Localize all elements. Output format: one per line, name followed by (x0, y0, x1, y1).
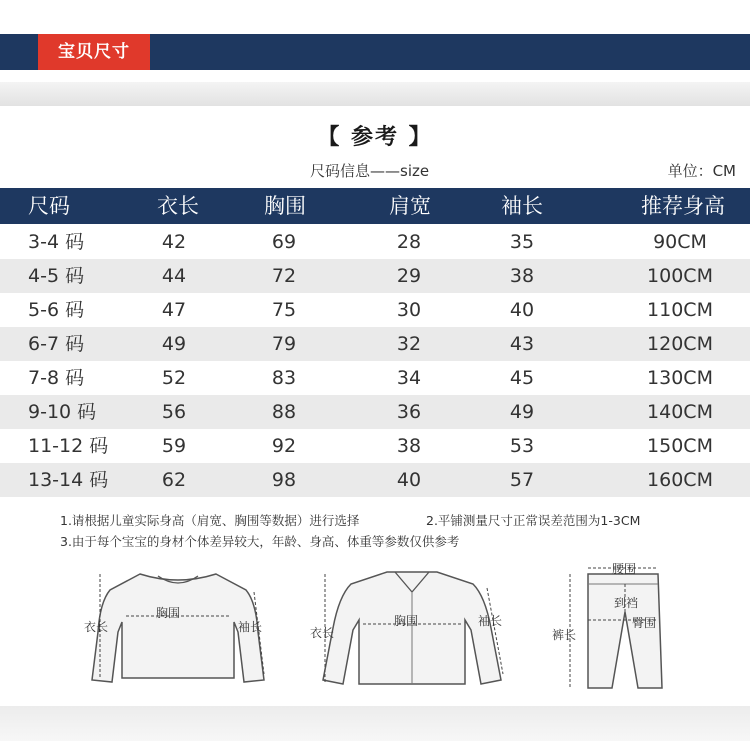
cell-size: 6-7 码 (28, 333, 85, 355)
unit-label: 单位：CM (667, 162, 736, 180)
note-2: 2.平铺测量尺寸正常误差范围为1-3CM (426, 513, 641, 528)
table-row (0, 259, 750, 293)
cell-chest: 83 (271, 367, 297, 389)
pants-hip-label: 臀围 (632, 616, 657, 630)
cell-sleeve: 38 (509, 265, 535, 287)
bottom-shadow (0, 706, 750, 741)
cell-size: 3-4 码 (28, 231, 85, 253)
shirt-sleeve-label: 袖长 (478, 614, 503, 628)
cell-sleeve: 49 (509, 401, 535, 423)
sweater-length-label: 衣长 (84, 620, 109, 634)
col-size: 尺码 (28, 194, 70, 218)
table-header (0, 188, 750, 224)
cell-shoulder: 32 (396, 333, 422, 355)
pants-waist-label: 腰围 (612, 562, 637, 576)
cell-size: 4-5 码 (28, 265, 85, 287)
cell-height: 110CM (647, 299, 713, 321)
cell-height: 160CM (647, 469, 713, 491)
cell-chest: 79 (271, 333, 297, 355)
cell-shoulder: 30 (396, 299, 422, 321)
table-row (0, 225, 750, 259)
cell-sleeve: 45 (509, 367, 535, 389)
page-subtitle: 尺码信息——size (310, 162, 430, 180)
pants-length-label: 裤长 (552, 628, 577, 642)
cell-length: 52 (161, 367, 187, 389)
pants-crotch-label: 到裆 (614, 596, 639, 610)
table-row (0, 361, 750, 395)
cell-chest: 98 (271, 469, 297, 491)
cell-length: 42 (161, 231, 187, 253)
cell-length: 49 (161, 333, 187, 355)
note-1: 1.请根据儿童实际身高（肩宽、胸围等数据）进行选择 (60, 513, 360, 528)
cell-chest: 75 (271, 299, 297, 321)
table-row (0, 395, 750, 429)
cell-sleeve: 43 (509, 333, 535, 355)
cell-shoulder: 38 (396, 435, 422, 457)
shirt-chest-label: 胸围 (394, 614, 419, 628)
cell-height: 150CM (647, 435, 713, 457)
table-row (0, 293, 750, 327)
shirt-length-label: 衣长 (310, 626, 335, 640)
col-shoulder: 肩宽 (389, 194, 431, 218)
cell-size: 13-14 码 (28, 469, 109, 491)
cell-chest: 88 (271, 401, 297, 423)
cell-sleeve: 53 (509, 435, 535, 457)
sweater-chest-label: 胸围 (156, 606, 181, 620)
cell-height: 120CM (647, 333, 713, 355)
cell-height: 100CM (647, 265, 713, 287)
sweater-sleeve-label: 袖长 (238, 620, 263, 634)
table-row (0, 429, 750, 463)
cell-size: 7-8 码 (28, 367, 85, 389)
cell-height: 130CM (647, 367, 713, 389)
note-3: 3.由于每个宝宝的身材个体差异较大，年龄、身高、体重等参数仅供参考 (60, 534, 460, 549)
cell-length: 56 (161, 401, 187, 423)
cell-sleeve: 35 (509, 231, 535, 253)
table-row (0, 327, 750, 361)
cell-shoulder: 28 (396, 231, 422, 253)
col-chest: 胸围 (264, 194, 306, 218)
page-title: 【 参考 】 (317, 125, 433, 150)
cell-length: 62 (161, 469, 187, 491)
cell-shoulder: 36 (396, 401, 422, 423)
cell-size: 9-10 码 (28, 401, 97, 423)
cell-length: 59 (161, 435, 187, 457)
section-tab: 宝贝尺寸 (38, 34, 150, 70)
divider-shadow (0, 82, 750, 106)
col-sleeve: 袖长 (501, 194, 543, 218)
cell-shoulder: 29 (396, 265, 422, 287)
cell-chest: 72 (271, 265, 297, 287)
cell-size: 5-6 码 (28, 299, 85, 321)
cell-sleeve: 57 (509, 469, 535, 491)
cell-height: 140CM (647, 401, 713, 423)
cell-chest: 92 (271, 435, 297, 457)
cell-sleeve: 40 (509, 299, 535, 321)
cell-length: 44 (161, 265, 187, 287)
cell-chest: 69 (271, 231, 297, 253)
col-height: 推荐身高 (641, 194, 725, 218)
cell-height: 90CM (653, 231, 707, 253)
table-row (0, 463, 750, 497)
cell-size: 11-12 码 (28, 435, 109, 457)
cell-shoulder: 40 (396, 469, 422, 491)
cell-shoulder: 34 (396, 367, 422, 389)
cell-length: 47 (161, 299, 187, 321)
col-length: 衣长 (157, 194, 199, 218)
